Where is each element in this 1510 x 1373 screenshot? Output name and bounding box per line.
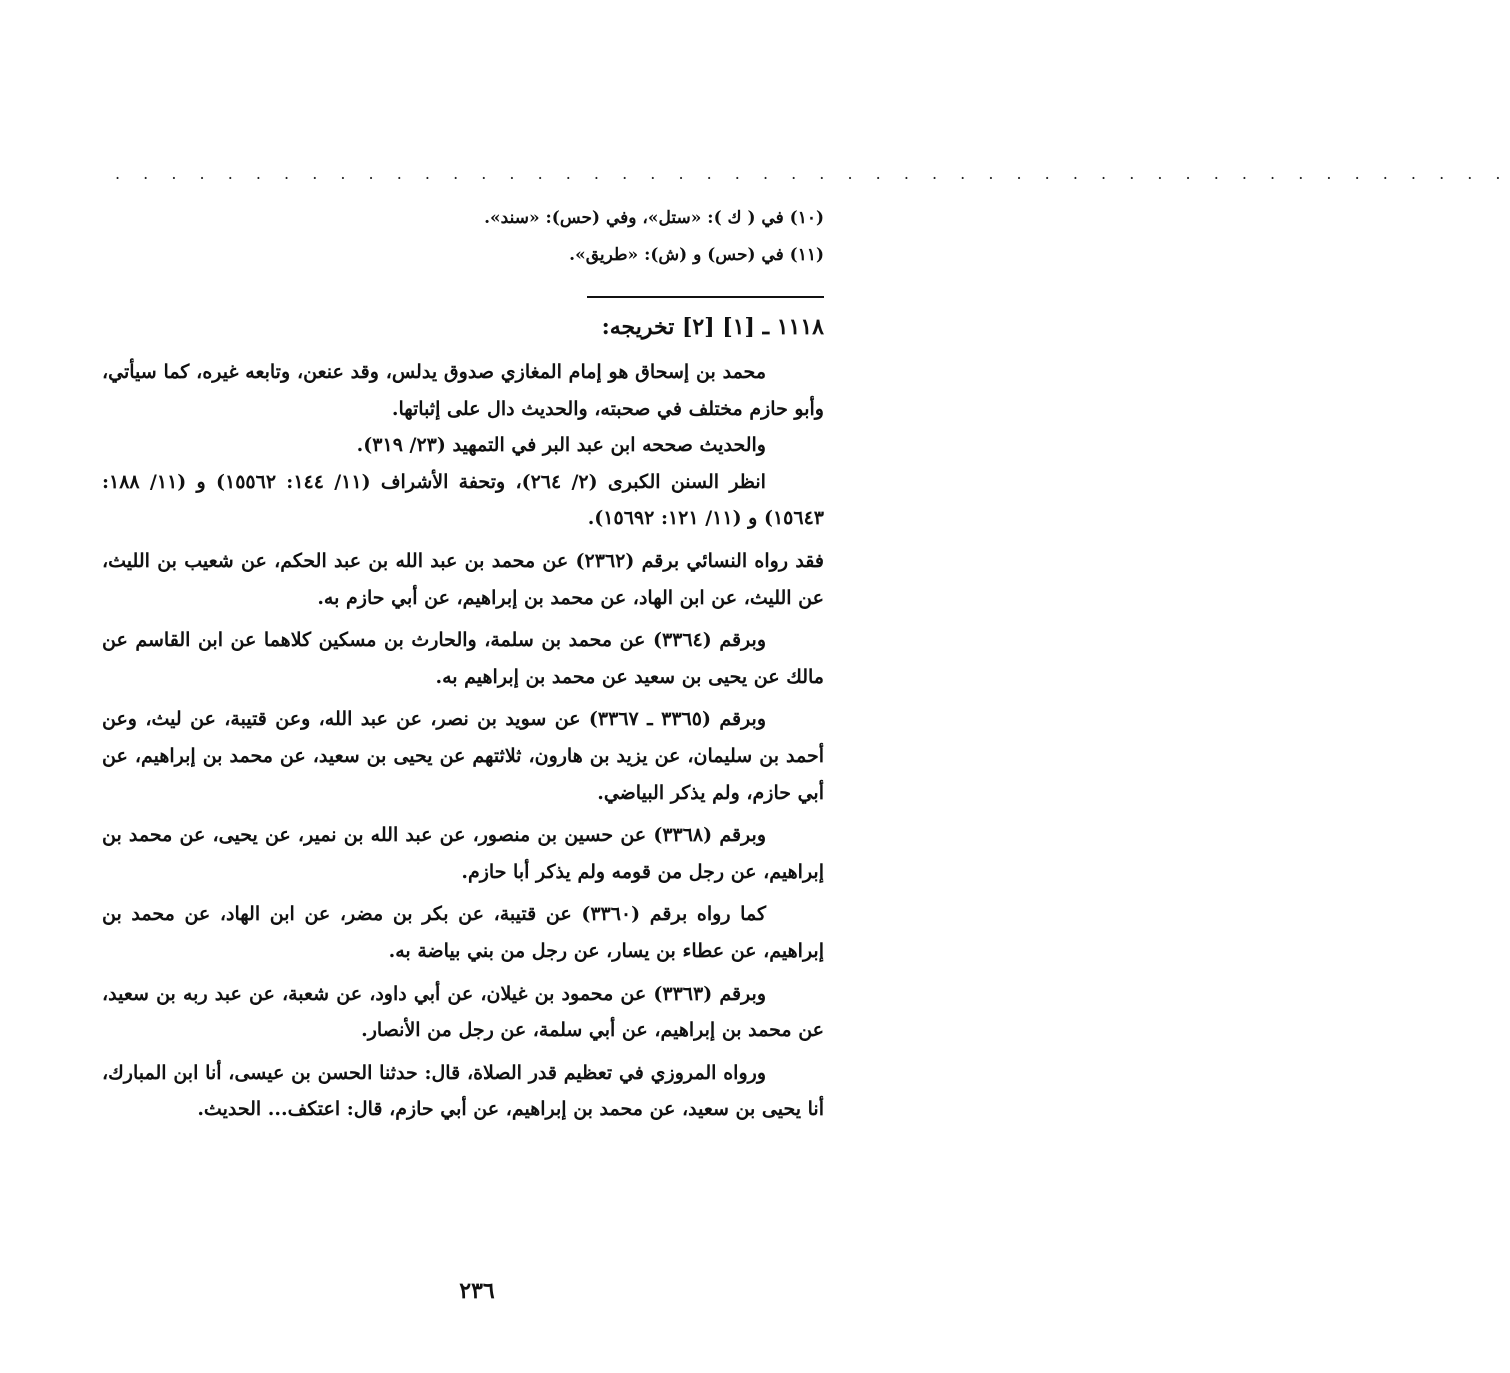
paragraph: انظر السنن الكبرى (٢/ ٢٦٤)، وتحفة الأشراف (١١/ ١٤٤: ١٥٥٦٢) و (١١/ ١٨٨: ١٥٦٤٣) و (١١/ ١٢١: ١٥٦٩٢).: [102, 470, 824, 530]
page-number: ٢٣٦: [459, 1278, 495, 1304]
paragraph: محمد بن إسحاق هو إمام المغازي صدوق يدلس، وقد عنعن، وتابعه غيره، كما سيأتي، وأبو حازم مختلف في صحبته، والحديث دال على إثباتها.: [102, 361, 824, 420]
paragraph: وبرقم (٣٣٦٨) عن حسين بن منصور، عن عبد الله بن نمير، عن يحيى، عن محمد بن إبراهيم، عن رجل من قومه ولم يذكر أبا حازم.: [102, 824, 824, 883]
paragraph: والحديث صححه ابن عبد البر في التمهيد (٢٣/ ٣١٩).: [356, 434, 766, 457]
paragraph: كما رواه برقم (٣٣٦٠) عن قتيبة، عن بكر بن مضر، عن ابن الهاد، عن محمد بن إبراهيم، عن عطاء بن يسار، عن رجل من بني بياضة به.: [102, 903, 824, 962]
separator-dots: . . . . . . . . . . . . . . . . . . . . . . . . . . . . . . . . . . . . . . . . . . . . . . . . . .: [115, 164, 1510, 183]
paragraph: ورواه المروزي في تعظيم قدر الصلاة، قال: حدثنا الحسن بن عيسى، أنا ابن المبارك، أنا يحيى بن سعيد، عن محمد بن إبراهيم، عن أبي حازم، قال: اعتكف... الحديث.: [102, 1061, 824, 1121]
paragraph: فقد رواه النسائي برقم (٢٣٦٢) عن محمد بن عبد الله بن عبد الحكم، عن شعيب بن الليث، عن الليث، عن ابن الهاد، عن محمد بن إبراهيم، عن أبي حازم به.: [102, 549, 824, 609]
divider-line: [587, 296, 824, 298]
paragraph: وبرقم (٣٣٦٥ ـ ٣٣٦٧) عن سويد بن نصر، عن عبد الله، وعن قتيبة، عن ليث، وعن أحمد بن سليمان، عن يزيد بن هارون، ثلاثتهم عن يحيى بن سعيد، عن محمد بن إبراهيم، عن أبي حازم، ولم يذكر البياضي.: [102, 708, 824, 804]
paragraph: وبرقم (٣٣٦٤) عن محمد بن سلمة، والحارث بن مسكين كلاهما عن ابن القاسم عن مالك عن يحيى بن سعيد عن محمد بن إبراهيم به.: [102, 629, 824, 688]
footnote-10: (١٠) في ( ك ): «ستل»، وفي (حس): «سند».: [484, 208, 824, 228]
footnote-11: (١١) في (حس) و (ش): «طريق».: [569, 245, 824, 265]
section-heading: ١١١٨ ـ [١] [٢] تخريجه:: [601, 314, 824, 340]
paragraph: وبرقم (٣٣٦٣) عن محمود بن غيلان، عن أبي داود، عن شعبة، عن عبد ربه بن سعيد، عن محمد بن إبراهيم، عن أبي سلمة، عن رجل من الأنصار.: [102, 982, 824, 1042]
body-text: [102, 354, 824, 1128]
